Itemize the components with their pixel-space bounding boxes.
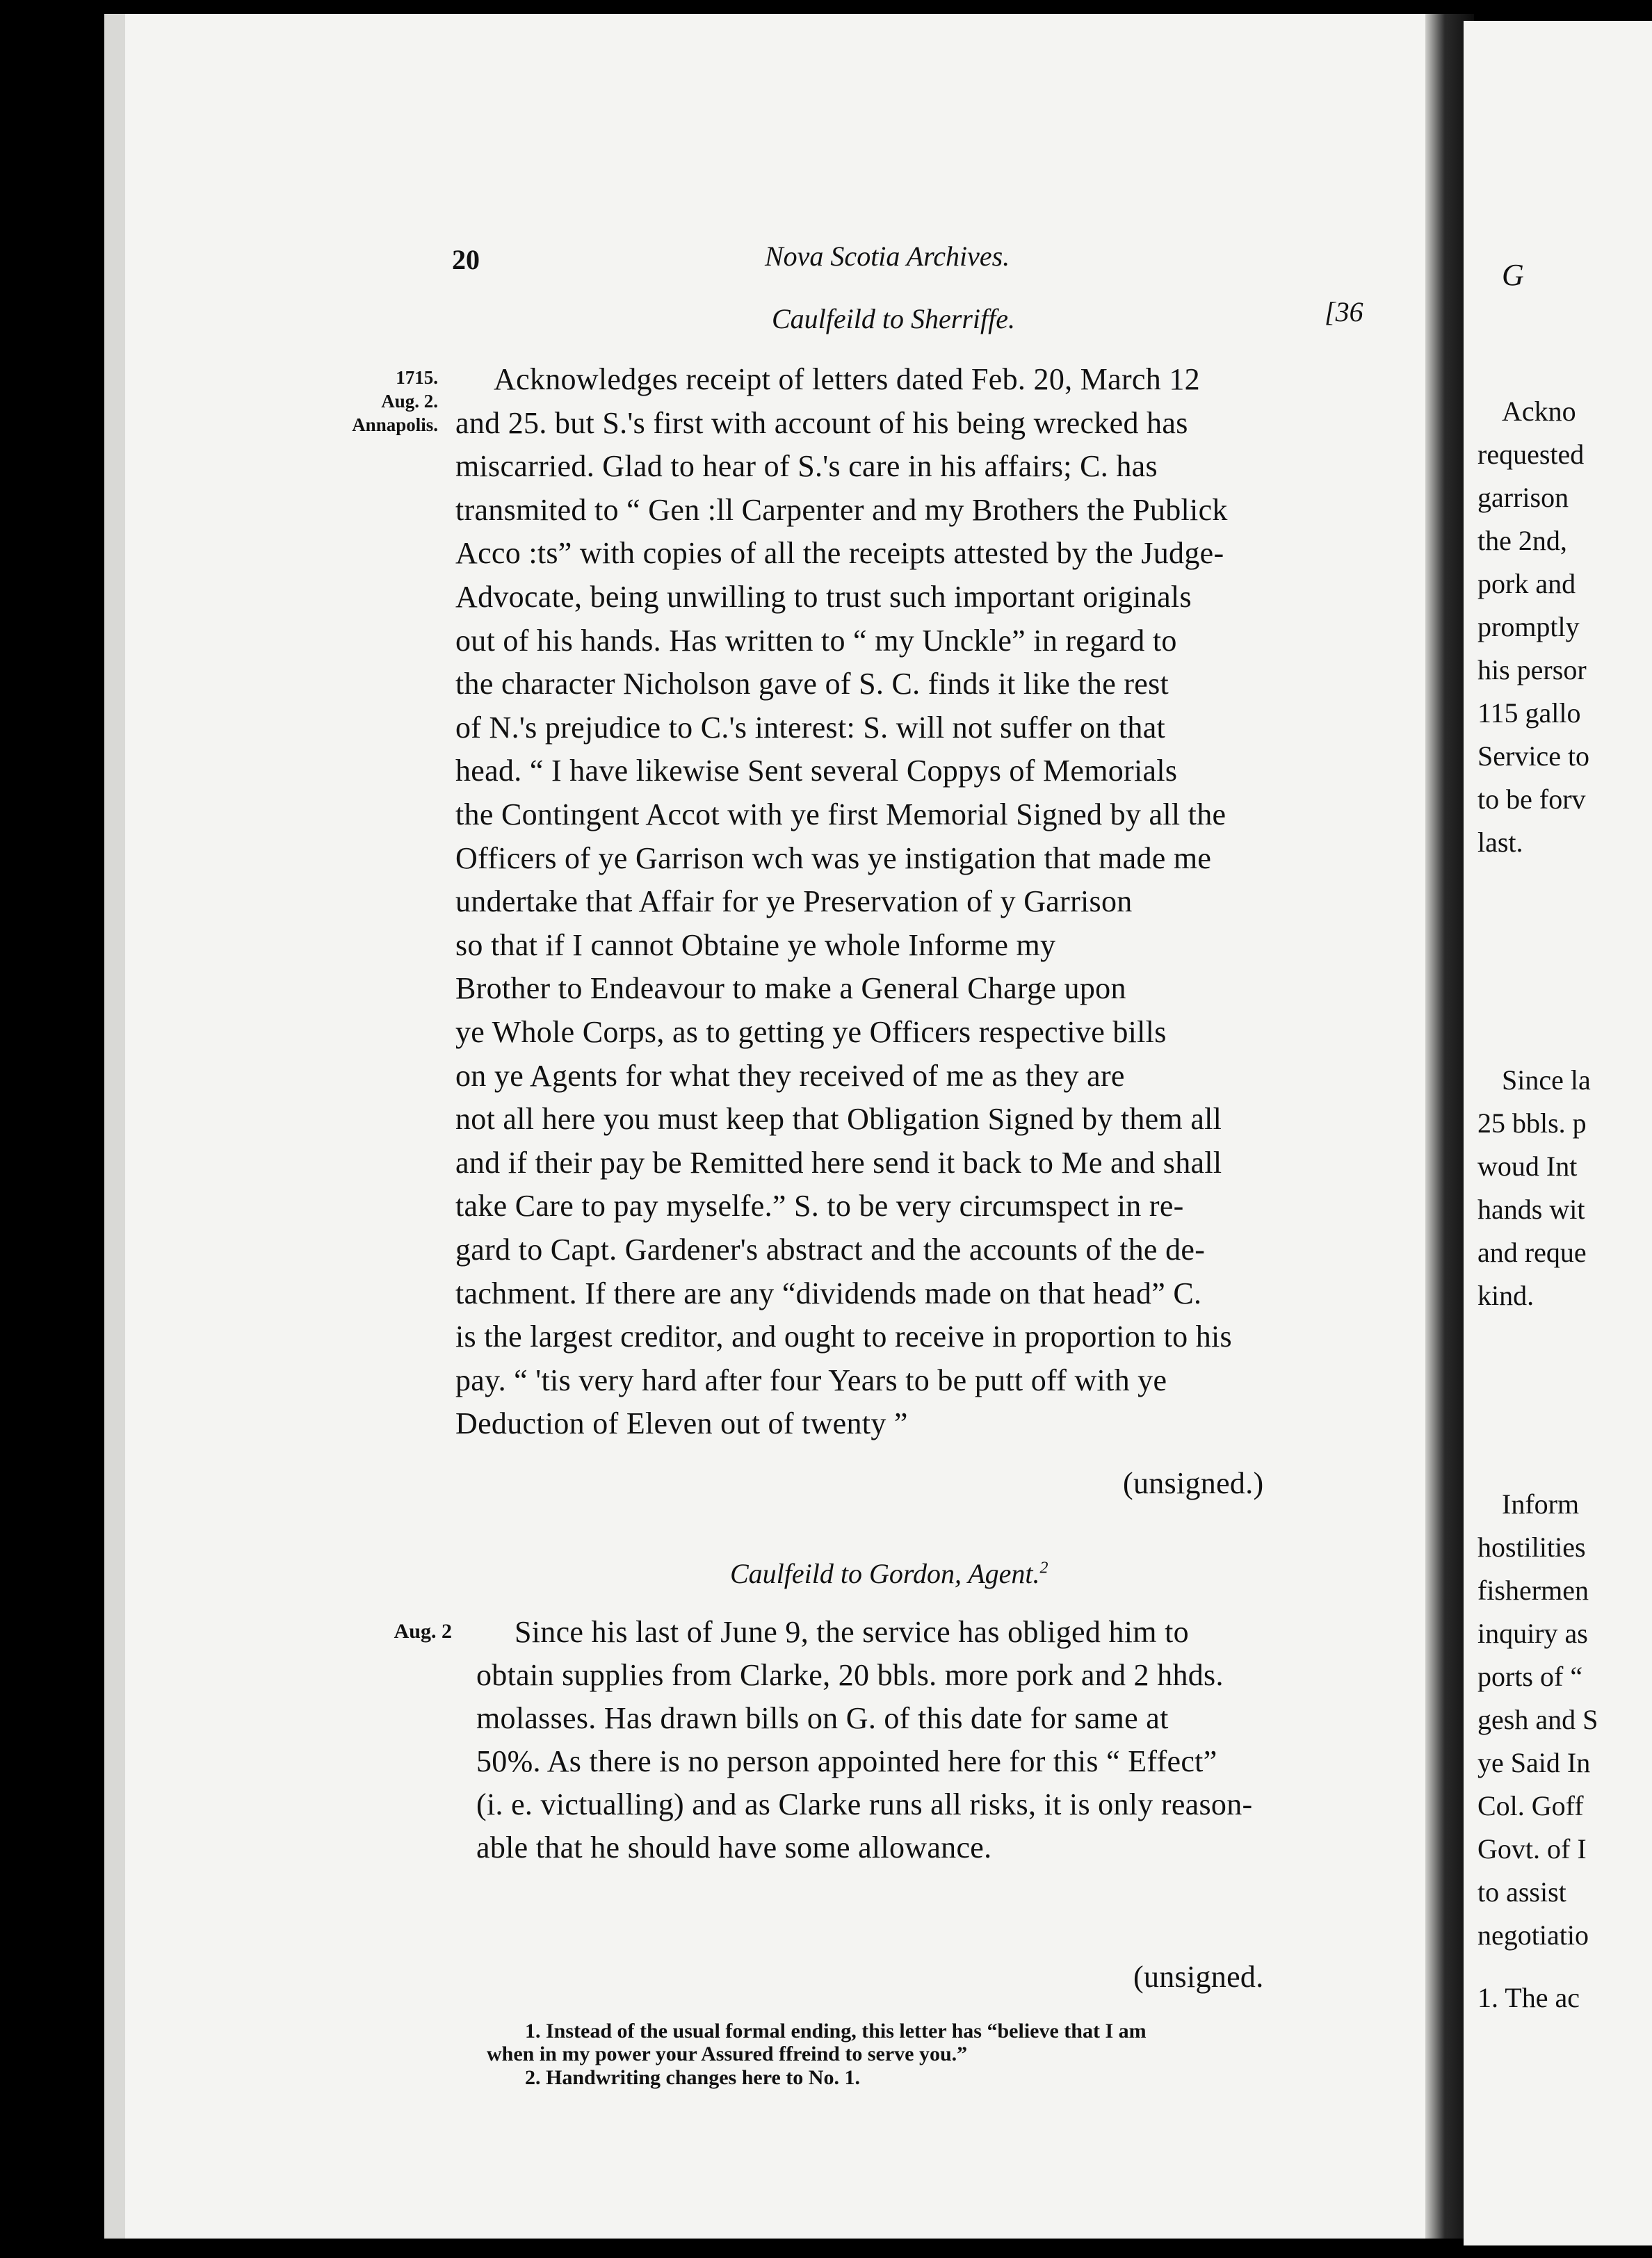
right-page-fragment: 25 bbls. p: [1477, 1107, 1587, 1139]
letter1-body-line: Brother to Endeavour to make a General Charge upon: [455, 971, 1126, 1006]
page-number: 20: [452, 244, 480, 275]
right-page-fragment: his persor: [1477, 654, 1587, 685]
right-page-fragment: and reque: [1477, 1237, 1587, 1268]
right-page-fragment: fishermen: [1477, 1575, 1589, 1606]
right-page-letter: G: [1502, 258, 1524, 292]
letter1-body-line: ye Whole Corps, as to getting ye Officers respective bills: [455, 1015, 1167, 1049]
letter1-body-line: the character Nicholson gave of S. C. finds it like the rest: [455, 667, 1169, 701]
letter2-title: Caulfeild to Gordon, Agent.$^2$: [730, 1558, 1048, 1589]
letter2-body-line: able that he should have some allowance.: [476, 1830, 992, 1865]
letter1-body-line: gard to Capt. Gardener's abstract and the accounts of the de-: [455, 1233, 1206, 1267]
letter1-signature: (unsigned.): [1123, 1466, 1264, 1500]
letter2-body-line: molasses. Has drawn bills on G. of this date for same at: [476, 1701, 1169, 1735]
right-page-fragment: negotiatio: [1477, 1919, 1589, 1951]
letter1-body-line: out of his hands. Has written to “ my Unckle” in regard to: [455, 623, 1177, 658]
running-title: Nova Scotia Archives.: [765, 241, 1010, 272]
letter2-body-line: obtain supplies from Clarke, 20 bbls. more pork and 2 hhds.: [476, 1658, 1224, 1692]
letter1-body-line: Officers of ye Garrison wch was ye instigation that made me: [455, 840, 1212, 875]
letter1-body-line: the Contingent Accot with ye first Memorial Signed by all the: [455, 797, 1226, 831]
letter1-body-line: head. “ I have likewise Sent several Coppys of Memorials: [455, 754, 1178, 788]
letter2-body-line: (i. e. victualling) and as Clarke runs all risks, it is only reason-: [476, 1787, 1253, 1821]
right-page-fragment: 1. The ac: [1477, 1982, 1580, 2013]
letter1-body-line: of N.'s prejudice to C.'s interest: S. will not suffer on that: [455, 710, 1166, 745]
right-page-fragment: Service to: [1477, 740, 1590, 772]
letter1-body-line: transmited to “ Gen :ll Carpenter and my Brothers the Publick: [455, 492, 1228, 527]
letter1-body-line: tachment. If there are any “dividends made on that head” C.: [455, 1276, 1202, 1310]
right-page-fragment: 115 gallo: [1477, 697, 1581, 729]
right-page-fragment: to be forv: [1477, 783, 1586, 815]
right-page-fragment: Ackno: [1502, 396, 1576, 427]
letter1-title: Caulfeild to Sherriffe.: [772, 303, 1015, 334]
letter1-body-line: is the largest creditor, and ought to receive in proportion to his: [455, 1319, 1232, 1354]
footnote-ref-2: 2: [1039, 1559, 1048, 1577]
footnote-1-line-2: when in my power your Assured ffreind to serve you.”: [487, 2042, 968, 2065]
margin-year: 1715.: [396, 367, 438, 388]
footnote-2: 2. Handwriting changes here to No. 1.: [525, 2066, 860, 2089]
right-page-fragment: hands wit: [1477, 1194, 1585, 1225]
letter1-body-line: so that if I cannot Obtaine ye whole Informe my: [455, 927, 1056, 962]
right-page-fragment: woud Int: [1477, 1151, 1578, 1182]
right-page-fragment: requested: [1477, 439, 1585, 470]
right-page-fragment: ye Said In: [1477, 1747, 1591, 1778]
letter2-body-line: 50%. As there is no person appointed here for this “ Effect”: [476, 1744, 1217, 1778]
margin-date: Aug. 2.: [381, 391, 438, 412]
letter2-signature: (unsigned.: [1133, 1960, 1264, 1994]
letter1-body-line: not all here you must keep that Obligation Signed by them all: [455, 1102, 1222, 1137]
right-page-fragment: Inform: [1502, 1488, 1580, 1520]
letter1-body-line: undertake that Affair for ye Preservation of y Garrison: [455, 884, 1133, 919]
right-page-fragment: promptly: [1477, 611, 1580, 642]
right-page-fragment: gesh and S: [1477, 1704, 1598, 1735]
letter1-body-line: and if their pay be Remitted here send it back to Me and shall: [455, 1145, 1222, 1180]
bracket-number: [36: [1325, 296, 1363, 327]
letter2-body-line: Since his last of June 9, the service has obliged him to: [515, 1615, 1189, 1649]
right-page-fragment: Col. Goff: [1477, 1790, 1584, 1821]
letter1-body-line: pay. “ 'tis very hard after four Years to be putt off with ye: [455, 1363, 1167, 1397]
footnote-1-line-1: 1. Instead of the usual formal ending, this letter has “believe that I am: [525, 2020, 1147, 2042]
letter1-body-line: miscarried. Glad to hear of S.'s care in his affairs; C. has: [455, 449, 1158, 484]
right-page-fragment: last.: [1477, 827, 1523, 858]
letter2-margin-date: Aug. 2: [394, 1620, 452, 1643]
letter1-body-line: and 25. but S.'s first with account of his being wrecked has: [455, 405, 1188, 440]
right-page-fragment: kind.: [1477, 1280, 1534, 1311]
right-page-fragment: garrison: [1477, 482, 1569, 513]
right-page-fragment: the 2nd,: [1477, 525, 1567, 556]
letter1-body-line: Acknowledges receipt of letters dated Feb. 20, March 12: [494, 362, 1200, 396]
right-page-fragment: Since la: [1502, 1064, 1591, 1096]
right-page-fragment: pork and: [1477, 568, 1576, 599]
margin-place: Annapolis.: [352, 414, 438, 435]
right-page-fragment: Govt. of I: [1477, 1833, 1587, 1865]
letter1-body-line: take Care to pay myselfe.” S. to be very circumspect in re-: [455, 1189, 1184, 1224]
right-page-fragment: hostilities: [1477, 1532, 1586, 1563]
letter1-body-line: Deduction of Eleven out of twenty ”: [455, 1406, 908, 1441]
right-page: [1464, 21, 1652, 2245]
letter1-body-line: Advocate, being unwilling to trust such important originals: [455, 580, 1192, 614]
right-page-fragment: ports of “: [1477, 1661, 1583, 1692]
letter1-body-line: on ye Agents for what they received of me as they are: [455, 1058, 1125, 1093]
right-page-fragment: to assist: [1477, 1876, 1566, 1908]
letter1-body-line: Acco :ts” with copies of all the receipts attested by the Judge-: [455, 536, 1224, 571]
right-page-fragment: inquiry as: [1477, 1618, 1588, 1649]
